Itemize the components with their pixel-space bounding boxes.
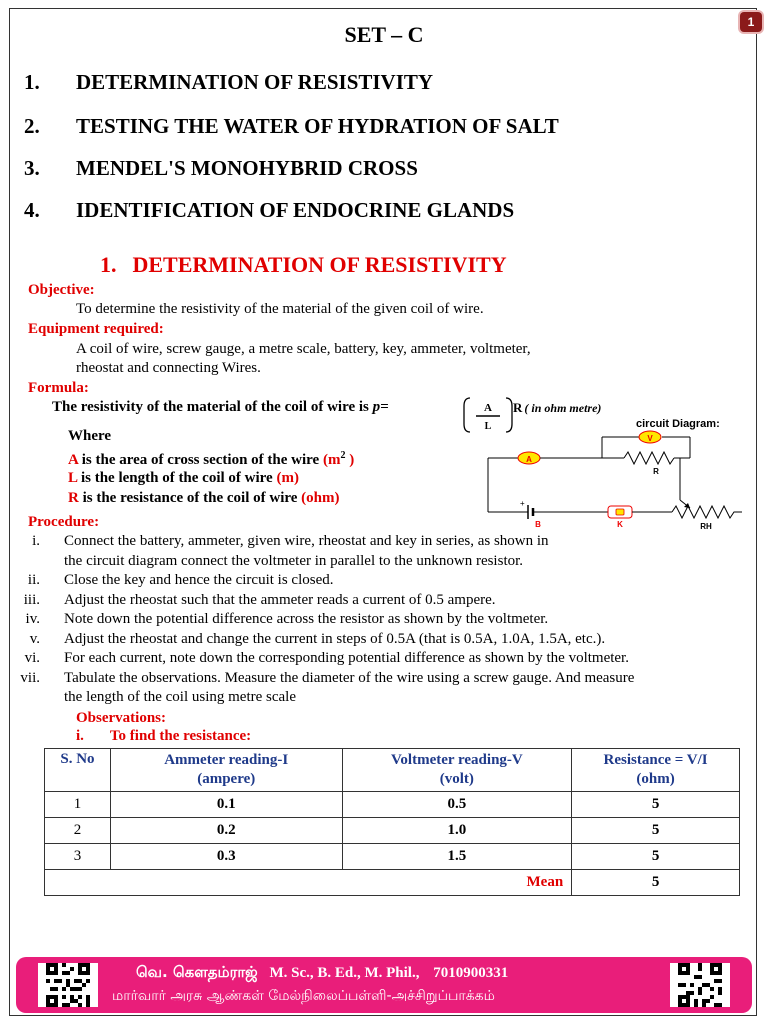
table-header-row xyxy=(45,749,740,792)
section-heading: 1. DETERMINATION OF RESISTIVITY xyxy=(100,252,507,277)
list-item: vii. Tabulate the observations. Measure the diameter of the wire using a screw gauge. And measure xyxy=(20,670,635,686)
equipment-line-2: rheostat and connecting Wires. xyxy=(76,360,261,376)
footer-author: வெ. கௌதம்ராஜ் M. Sc., B. Ed., M. Phil., 7010900331 xyxy=(136,963,509,981)
svg-text:+: + xyxy=(520,499,525,508)
where-item-length: L is the length of the coil of wire (m) xyxy=(68,470,299,486)
table-row: 1 0.1 0.5 5 xyxy=(45,792,740,818)
list-item: the length of the coil using metre scale xyxy=(64,689,297,705)
toc-item: 3. MENDEL'S MONOHYBRID CROSS xyxy=(24,156,418,180)
formula-r: R ( in ohm metre) xyxy=(513,400,602,415)
toc-item: 1. DETERMINATION OF RESISTIVITY xyxy=(24,70,434,94)
objective-text: To determine the resistivity of the material of the given coil of wire. xyxy=(76,301,484,317)
footer-banner xyxy=(16,957,752,1013)
where-label: Where xyxy=(68,428,112,444)
svg-text:A: A xyxy=(526,455,532,464)
toc-item: 4. IDENTIFICATION OF ENDOCRINE GLANDS xyxy=(24,198,515,222)
header-ammeter: Ammeter reading-I (ampere) xyxy=(110,749,342,792)
where-item-area: A is the area of cross section of the wire ($m^2$ ) xyxy=(68,450,355,468)
svg-text:K: K xyxy=(617,520,623,529)
list-item: iii. Adjust the rheostat such that the ammeter reads a current of 0.5 ampere. xyxy=(23,592,496,608)
mean-label: Mean xyxy=(45,870,572,896)
observations-subtitle: i. To find the resistance: xyxy=(76,728,252,744)
svg-text:B: B xyxy=(535,520,541,529)
list-item: v. Adjust the rheostat and change the current in steps of 0.5A (that is 0.5A, 1.0A, 1.5A, etc.). xyxy=(29,631,606,647)
list-item: iv. Note down the potential difference across the resistor as shown by the voltmeter. xyxy=(25,611,549,627)
page-number-badge: 1 xyxy=(740,12,762,32)
svg-text:RH: RH xyxy=(700,522,712,531)
objective-label: Objective: xyxy=(28,282,95,298)
formula-denominator: L xyxy=(484,421,492,432)
list-item: vi. For each current, note down the corresponding potential difference as shown by the voltmeter. xyxy=(24,650,629,666)
procedure-label: Procedure: xyxy=(28,514,100,530)
table-row: 3 0.3 1.5 5 xyxy=(45,844,740,870)
set-title: SET – C xyxy=(344,22,424,47)
toc-item: 2. TESTING THE WATER OF HYDRATION OF SALT xyxy=(24,114,559,138)
header-resistance: Resistance = V/I (ohm) xyxy=(572,749,740,792)
observation-table xyxy=(44,748,740,896)
list-item: i. Connect the battery, ammeter, given wire, rheostat and key in series, as shown in xyxy=(32,533,549,549)
resistor-symbol xyxy=(624,452,674,464)
formula-text: The resistivity of the material of the coil of wire is p= xyxy=(52,399,389,415)
rheostat-symbol xyxy=(672,506,742,518)
header-voltmeter: Voltmeter reading-V (volt) xyxy=(342,749,572,792)
equipment-label: Equipment required: xyxy=(28,321,164,337)
list-item: the circuit diagram connect the voltmeter in parallel to the unknown resistor. xyxy=(64,553,524,569)
list-item: ii. Close the key and hence the circuit is closed. xyxy=(27,572,334,588)
mean-value: 5 xyxy=(572,870,740,896)
where-item-resistance: R is the resistance of the coil of wire (ohm) xyxy=(68,490,340,506)
equipment-line-1: A coil of wire, screw gauge, a metre scale, battery, key, ammeter, voltmeter, xyxy=(76,341,531,357)
svg-text:R: R xyxy=(653,467,659,476)
table-mean-row xyxy=(45,870,740,896)
footer-school: மார்வார் அரசு ஆண்கள் மேல்நிலைப்பள்ளி-அச்சிறுப்பாக்கம் xyxy=(112,988,495,1004)
qr-code-left xyxy=(38,963,98,1007)
header-sno: S. No xyxy=(45,749,111,792)
formula-unit-note: ( in ohm metre) xyxy=(524,401,602,415)
observations-label: Observations: xyxy=(76,710,166,726)
formula-label: Formula: xyxy=(28,380,89,396)
svg-text:V: V xyxy=(647,434,653,443)
qr-code-right xyxy=(670,963,730,1007)
table-row: 2 0.2 1.0 5 xyxy=(45,818,740,844)
formula-numerator: A xyxy=(484,402,492,414)
circuit-diagram xyxy=(484,412,746,534)
circuit-title: circuit Diagram: xyxy=(636,418,720,430)
